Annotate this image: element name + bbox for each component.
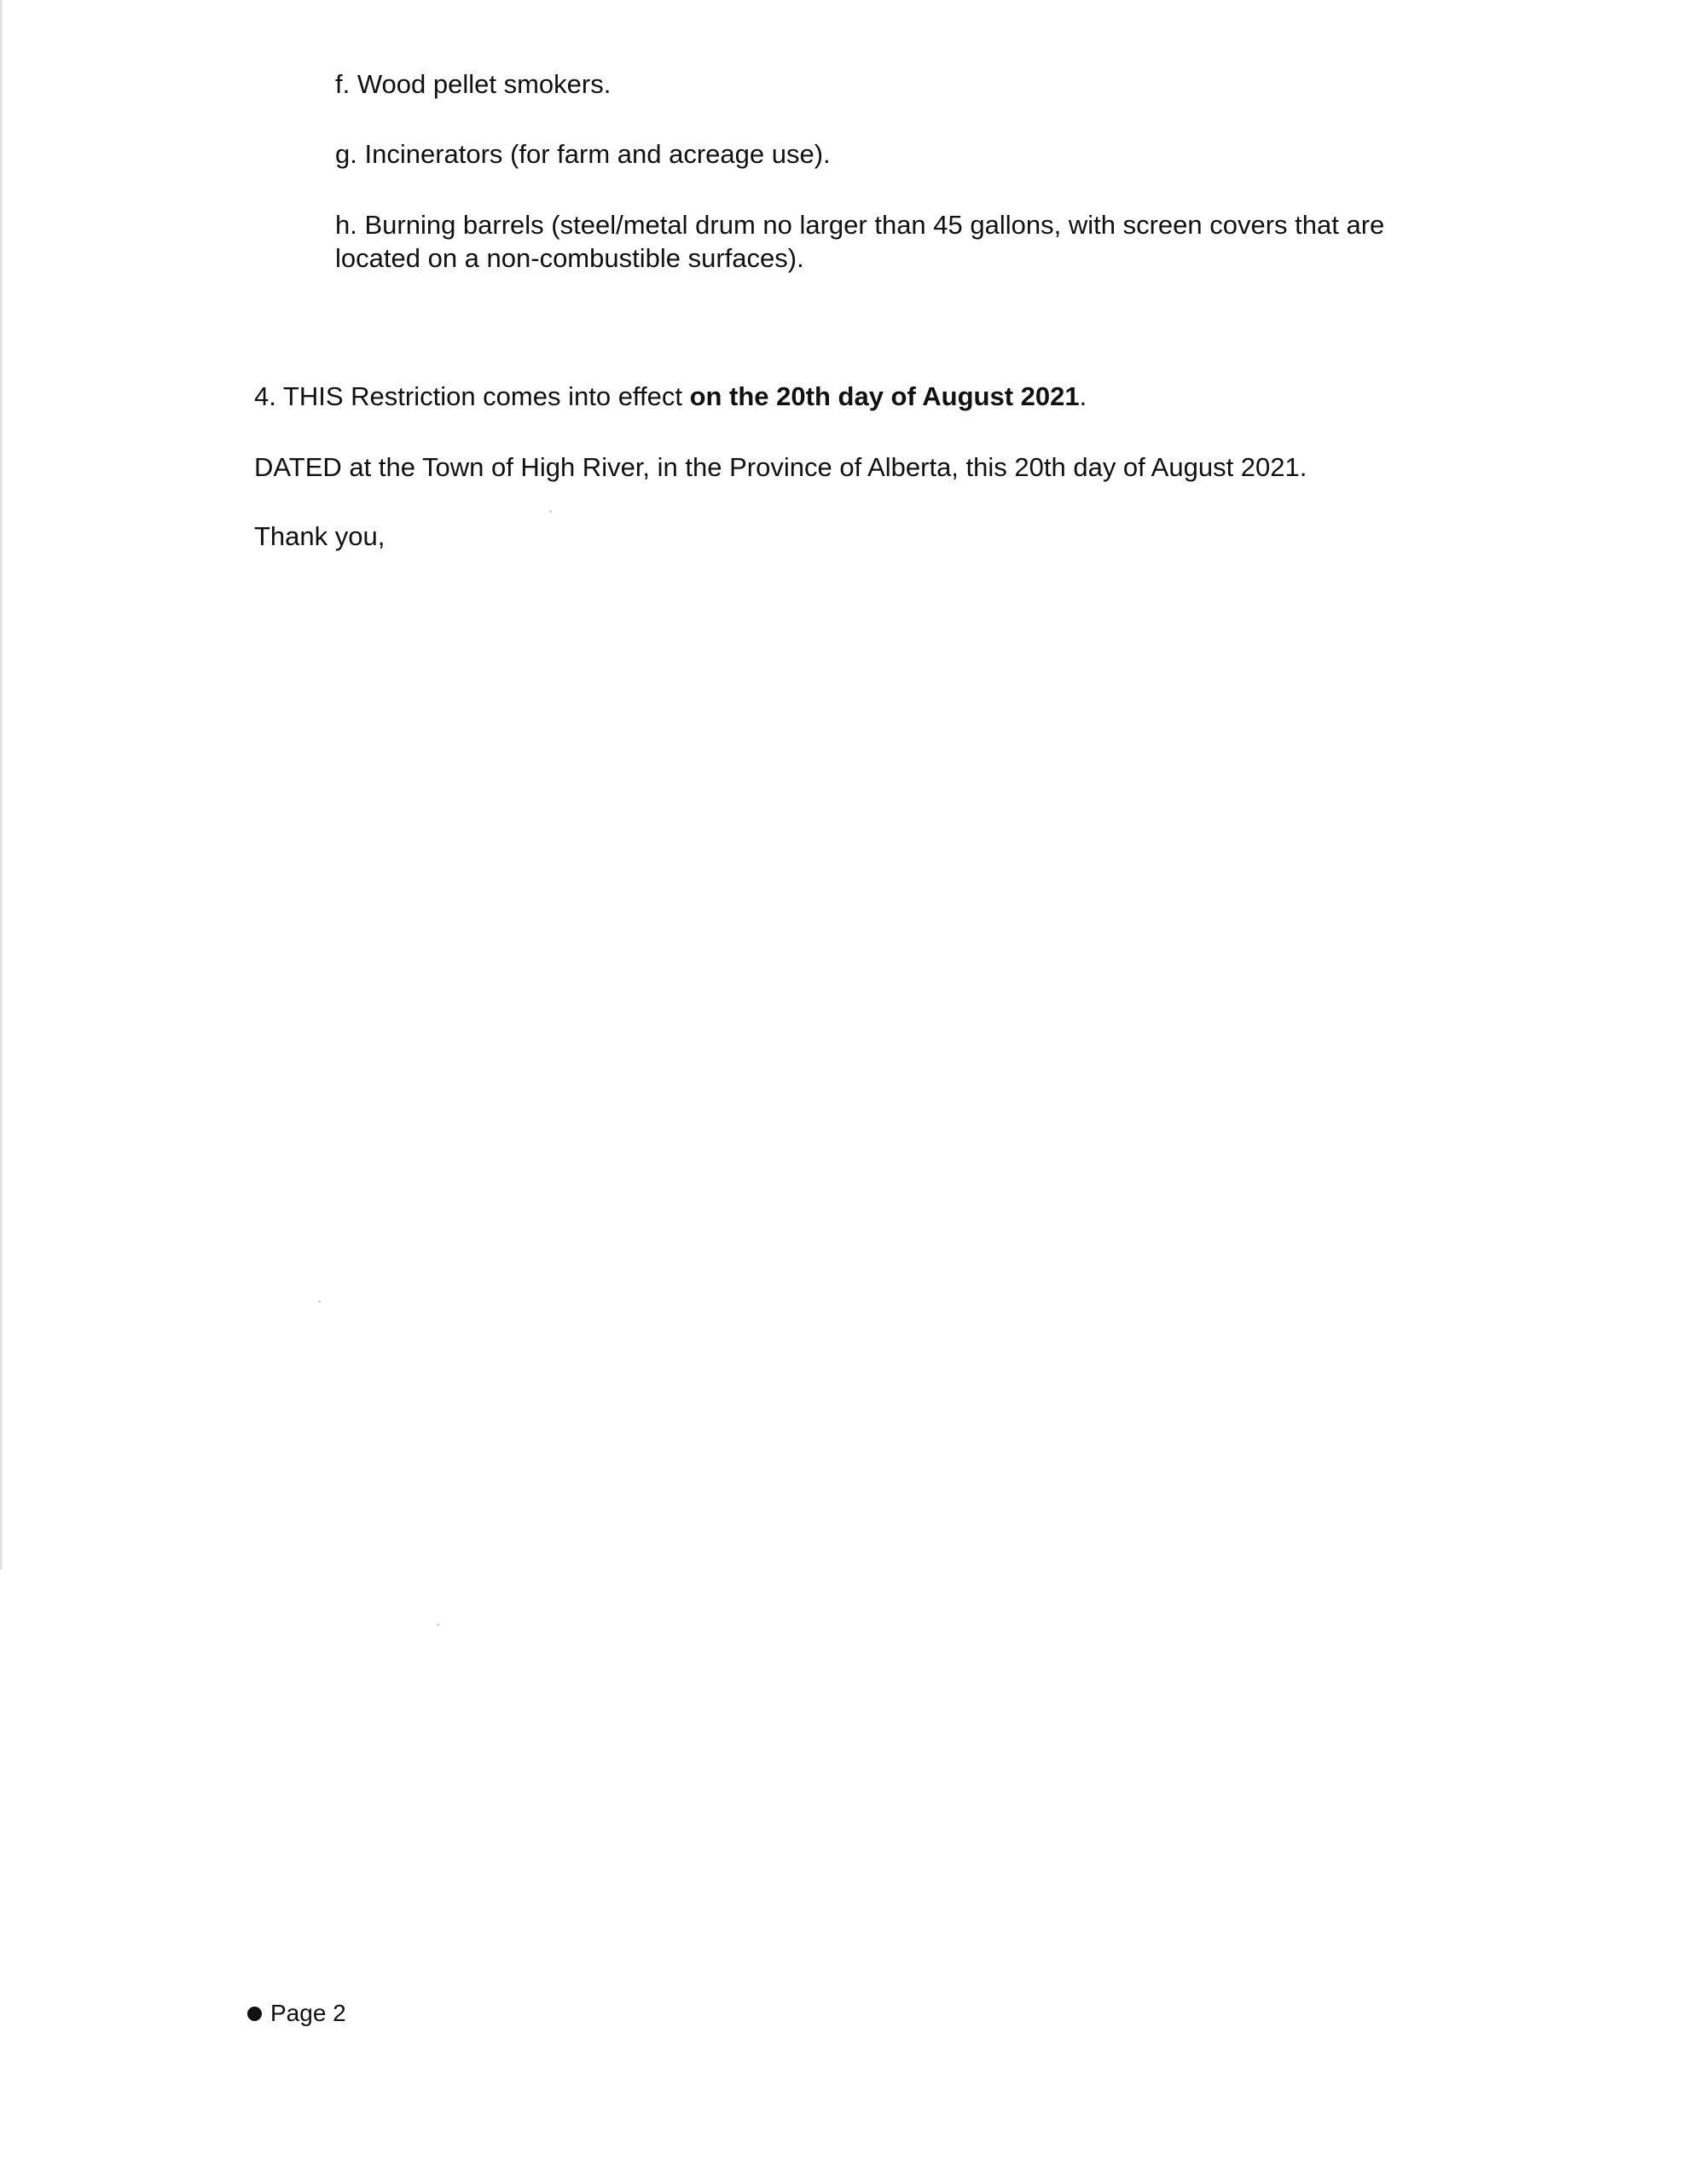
clause-4-prefix: 4. THIS Restriction comes into effect: [254, 381, 690, 411]
dated-statement: DATED at the Town of High River, in the Province of Alberta, this 20th day of August 2021.: [254, 452, 1307, 482]
scan-speck: [437, 1623, 439, 1626]
clause-4: [254, 380, 1087, 413]
scan-page-edge: [0, 0, 3, 1570]
closing-line: Thank you,: [254, 521, 386, 551]
list-item-f: f. Wood pellet smokers.: [335, 69, 612, 99]
scan-speck: [549, 510, 552, 513]
page-number: Page 2: [270, 2000, 346, 2026]
clause-4-effective-date: on the 20th day of August 2021: [689, 381, 1080, 411]
clause-4-suffix: .: [1079, 381, 1087, 411]
list-item-h-line2: located on a non-combustible surfaces).: [335, 243, 804, 273]
page-footer: [247, 1998, 346, 2029]
list-item-h-line1: h. Burning barrels (steel/metal drum no larger than 45 gallons, with screen covers that are: [335, 210, 1385, 240]
bullet-icon: [247, 2007, 262, 2021]
list-item-g: g. Incinerators (for farm and acreage use).: [335, 139, 831, 169]
scan-speck: [318, 1300, 321, 1303]
